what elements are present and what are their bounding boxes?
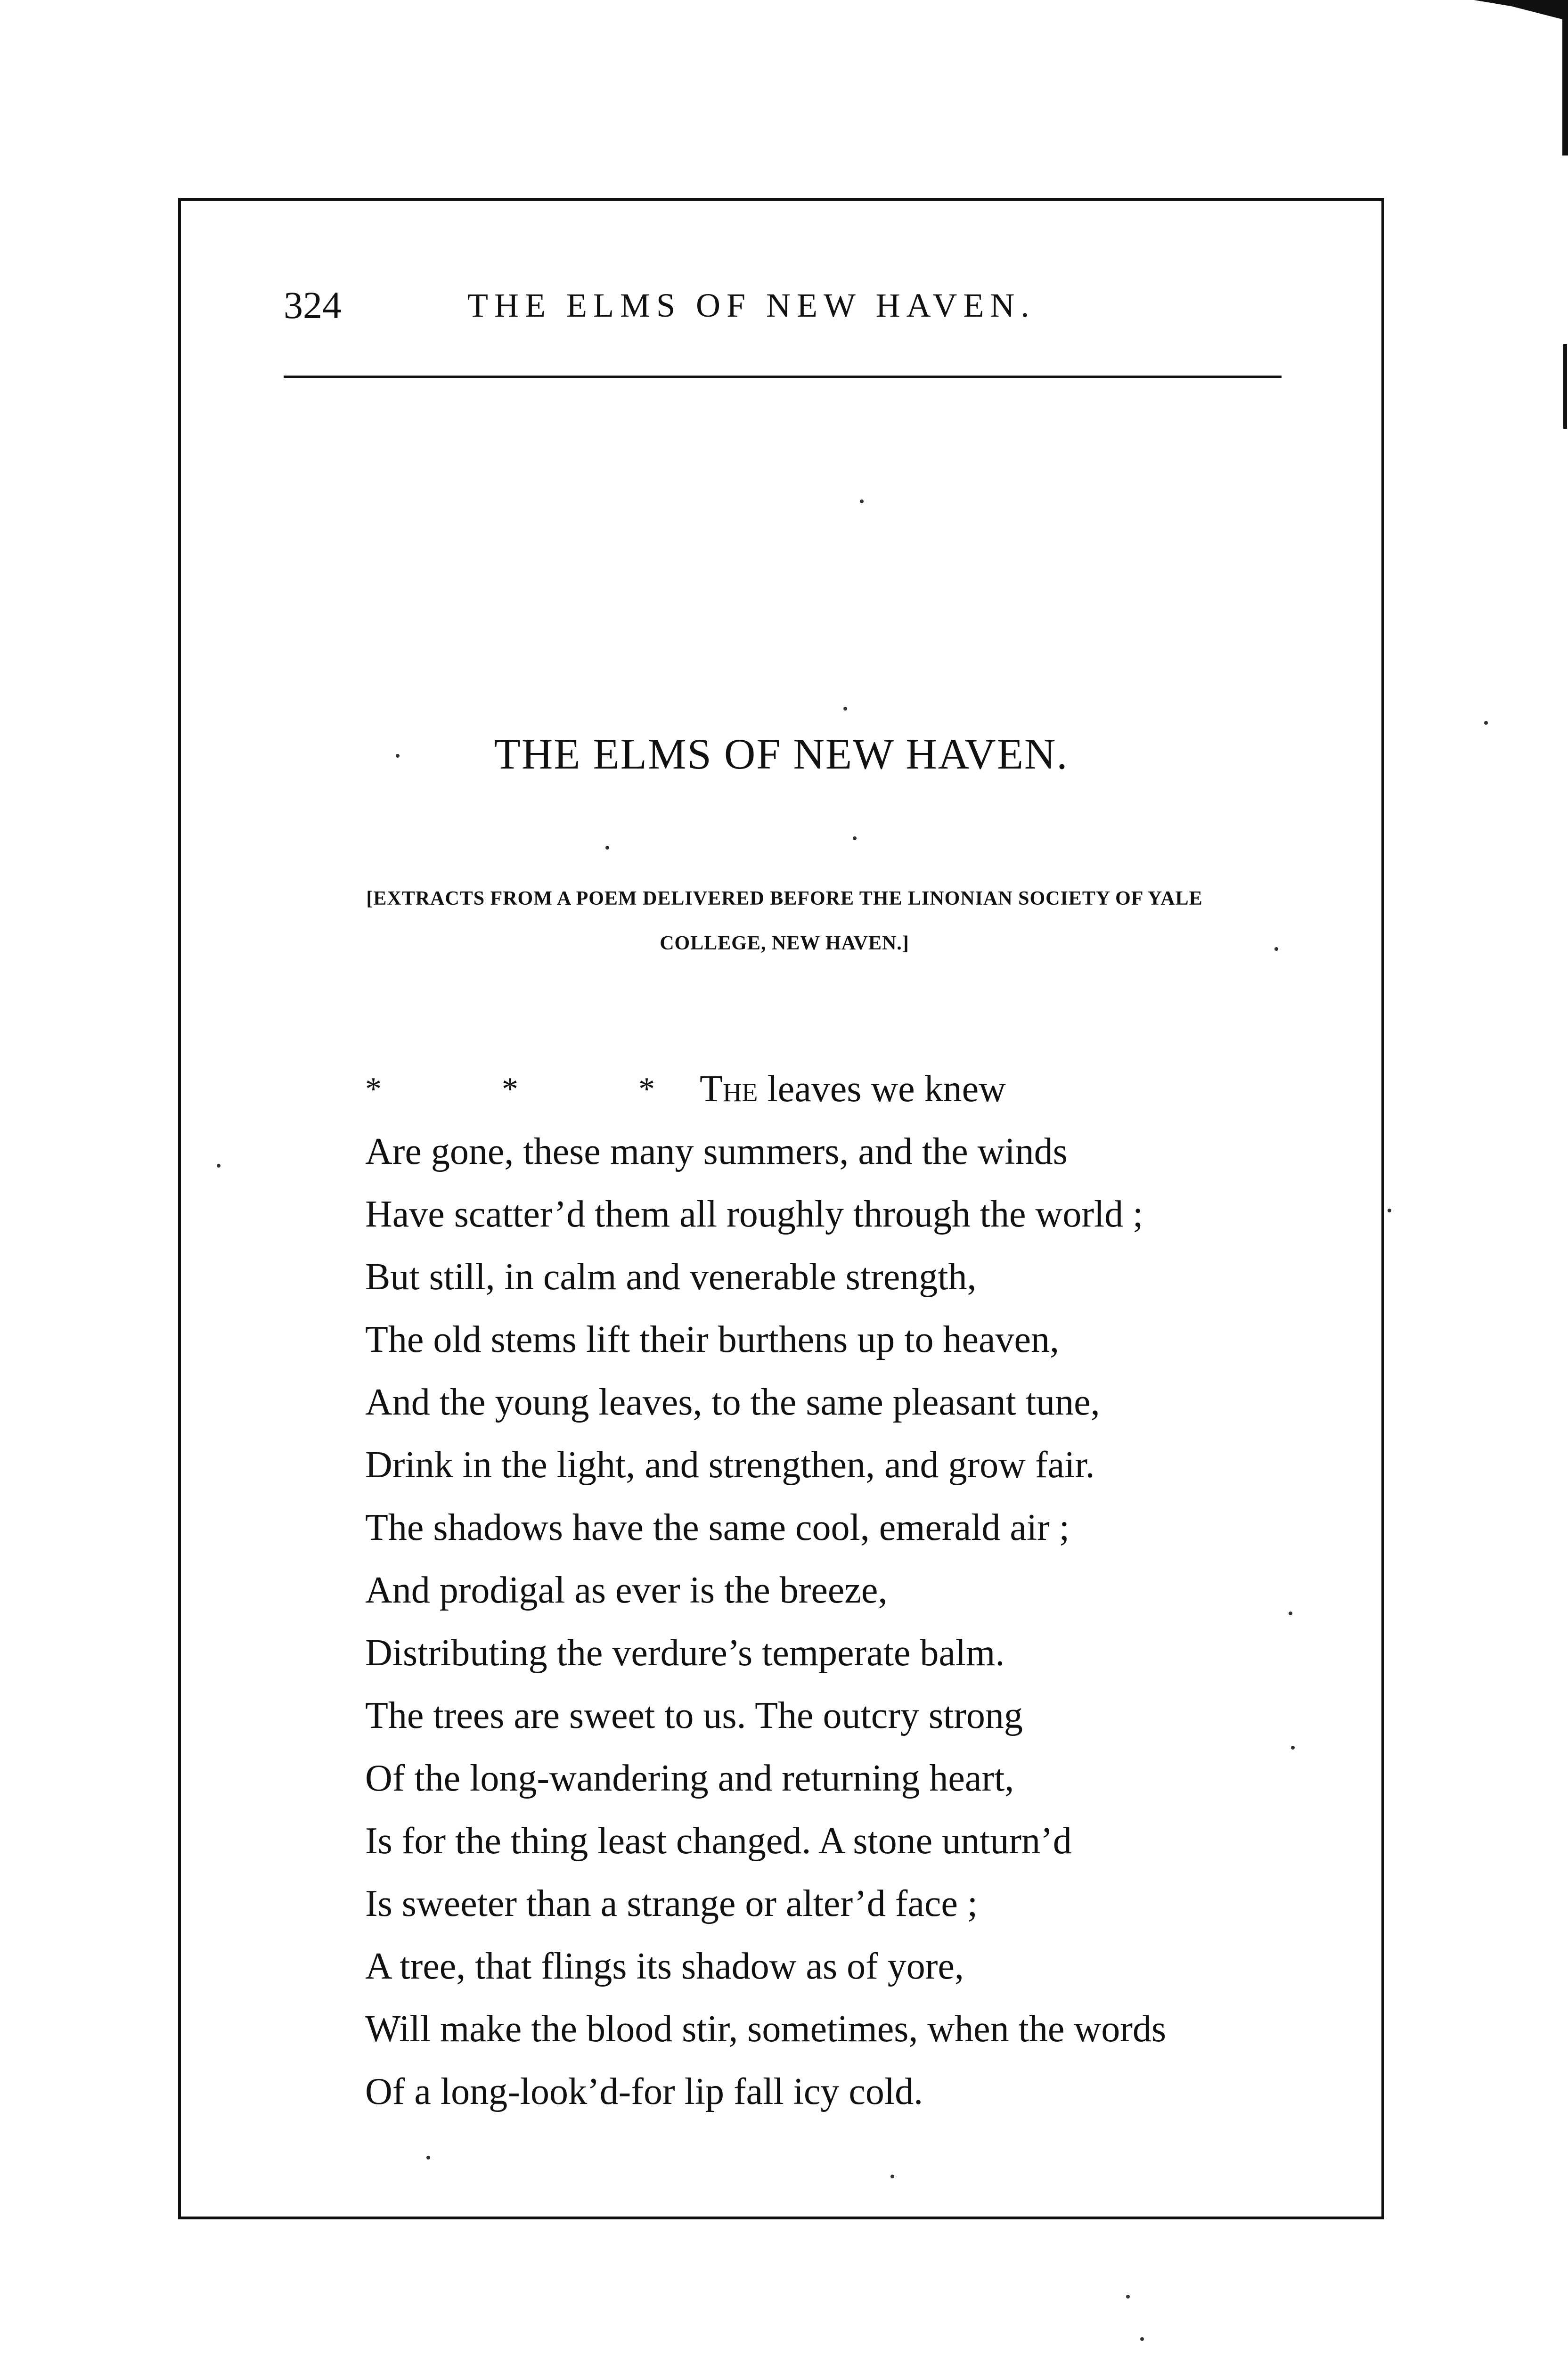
poem-line: But still, in calm and venerable strength, [365, 1256, 977, 1298]
paper-speck [860, 499, 864, 503]
paper-speck [1274, 947, 1278, 951]
poem-line: The old stems lift their burthens up to heaven, [365, 1319, 1060, 1360]
poem-line: And prodigal as ever is the breeze, [365, 1570, 888, 1611]
star-mark: * [365, 1071, 382, 1107]
star-mark: * [502, 1071, 518, 1107]
poem-line: A tree, that flings its shadow as of yore, [365, 1946, 964, 1987]
page-corner-shadow [1474, 0, 1568, 21]
header-rule [284, 376, 1282, 378]
paper-speck [605, 846, 609, 850]
first-line-text [700, 1058, 1006, 1121]
poem-subtitle [287, 876, 1282, 966]
paper-speck [217, 1164, 220, 1168]
poem-line: The trees are sweet to us. The outcry strong [365, 1695, 1023, 1736]
paper-speck [1291, 1746, 1295, 1750]
paper-speck [843, 707, 847, 711]
poem-line: Distributing the verdure’s temperate balm. [365, 1632, 1005, 1674]
poem-line: And the young leaves, to the same pleasant tune, [365, 1382, 1100, 1423]
first-word-small-caps: The [700, 1068, 758, 1110]
poem-line: Is for the thing least changed. A stone unturn’d [365, 1820, 1072, 1862]
page-edge-mark [1563, 344, 1567, 429]
first-line-rest: leaves we knew [758, 1068, 1006, 1110]
poem-line: The shadows have the same cool, emerald air ; [365, 1507, 1070, 1548]
paper-speck [1388, 1209, 1391, 1212]
subtitle-line: [EXTRACTS FROM A POEM DELIVERED BEFORE THE LINONIAN SOCIETY OF YALE [366, 888, 1203, 909]
subtitle-line: COLLEGE, NEW HAVEN.] [660, 933, 909, 954]
page-header [284, 278, 1292, 339]
poem-body [365, 1058, 1355, 2123]
page-edge-shadow [1562, 0, 1568, 155]
poem-line: Are gone, these many summers, and the winds [365, 1131, 1068, 1172]
poem-line: Will make the blood stir, sometimes, when the words [365, 2008, 1166, 2050]
paper-speck [890, 2175, 894, 2178]
paper-speck [426, 2156, 430, 2160]
page-number: 324 [284, 284, 342, 327]
paper-speck [1289, 1612, 1292, 1615]
paper-speck [396, 754, 400, 758]
running-title: THE ELMS OF NEW HAVEN. [467, 286, 1036, 324]
poem-line: Have scatter’d them all roughly through the world ; [365, 1194, 1143, 1235]
paper-speck [1126, 2295, 1130, 2299]
paper-speck [1140, 2337, 1144, 2341]
poem-title: THE ELMS OF NEW HAVEN. [494, 730, 1069, 778]
poem-line [365, 1058, 1355, 1121]
poem-line: Is sweeter than a strange or alter’d face ; [365, 1883, 978, 1924]
poem-line: Drink in the light, and strengthen, and grow fair. [365, 1444, 1095, 1486]
paper-speck [853, 836, 857, 840]
poem-line: Of the long-wandering and returning heart, [365, 1758, 1014, 1799]
poem-line: Of a long-look’d-for lip fall icy cold. [365, 2071, 923, 2112]
star-mark: * [638, 1071, 655, 1107]
paper-speck [1484, 721, 1488, 725]
